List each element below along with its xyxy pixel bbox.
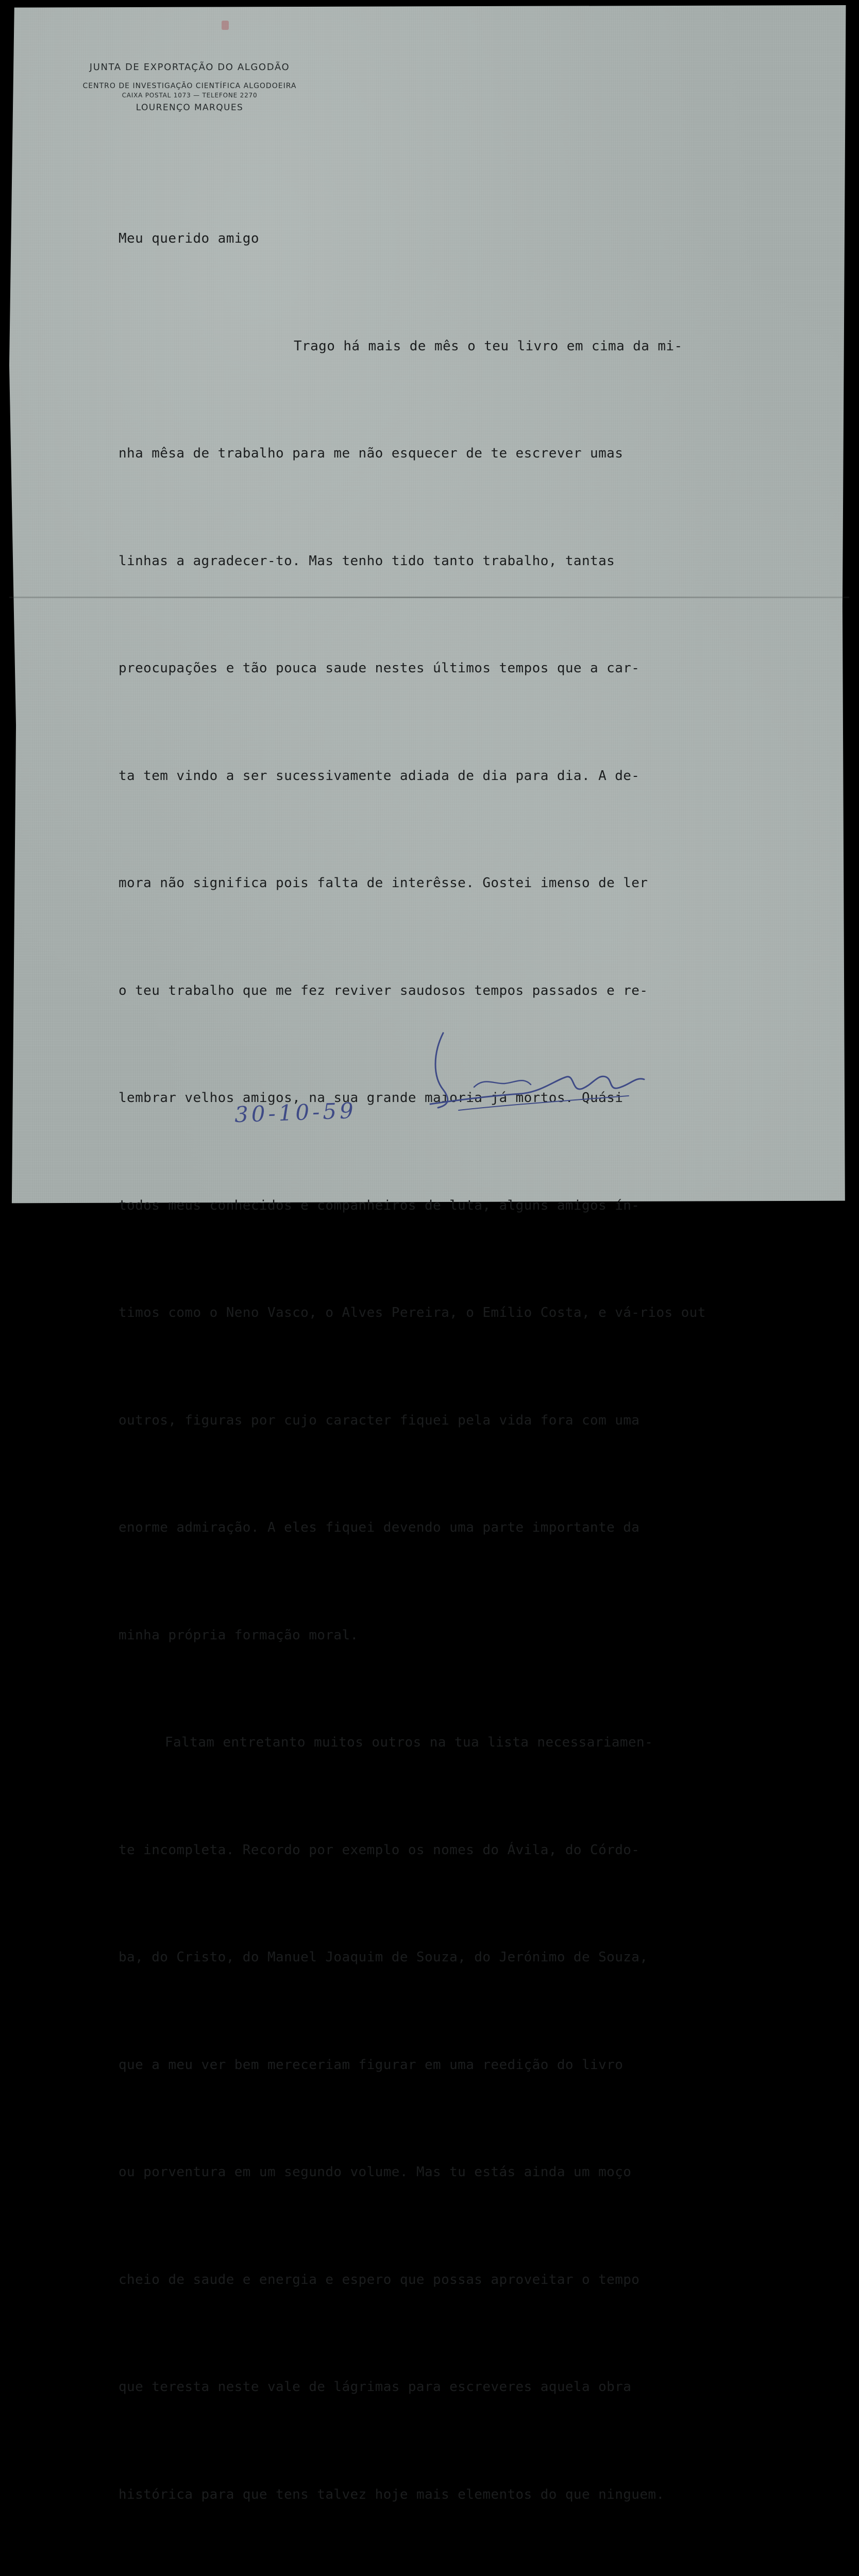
letterhead (56, 62, 324, 113)
handwritten-signature (428, 1028, 660, 1115)
letter-line: ta tem vindo a ser sucessivamente adiada de dia para dia. A de- (119, 768, 640, 784)
letter-line: nha mêsa de trabalho para me não esquecer de te escrever umas (119, 446, 624, 461)
salutation: Meu querido amigo (119, 231, 259, 246)
handwritten-date: 30-10-59 (234, 1097, 357, 1128)
letter-line: minha própria formação moral. (119, 1627, 359, 1643)
letterhead-centre: CENTRO DE INVESTIGAÇÃO CIENTÍFICA ALGODOEIRA (82, 81, 297, 90)
letter-line: Trago há mais de mês o teu livro em cima da mi- (294, 338, 683, 354)
letter-body (119, 149, 850, 2576)
letter-line: enorme admiração. A eles fiquei devendo uma parte importante da (119, 1520, 640, 1535)
red-ink-mark (222, 21, 229, 30)
letter-line: ba, do Cristo, do Manuel Joaquim de Souza, do Jerónimo de Souza, (119, 1950, 648, 1965)
letter-line: o teu trabalho que me fez reviver saudosos tempos passados e re- (119, 982, 648, 998)
letter-line: lembrar velhos amigos, na sua grande maioria já mortos. Quási (119, 1090, 624, 1106)
letter-line: outros, figuras por cujo caracter fiquei pela vida fora com uma (119, 1412, 640, 1428)
letter-line: que a meu ver bem mereceriam figurar em uma reedição do livro (119, 2057, 624, 2073)
letter-line: ou porventura em um segundo volume. Mas tu estás ainda um moço (119, 2164, 632, 2180)
letter-line: linhas a agradecer-to. Mas tenho tido tanto trabalho, tantas (119, 553, 615, 569)
letter-line: cheio de saude e energia e espero que possas aproveitar o tempo (119, 2272, 640, 2287)
letterhead-organization: JUNTA DE EXPORTAÇÃO DO ALGODÃO (89, 62, 290, 73)
letter-line: todos meus conhecidos e companheiros de luta, alguns amigos ín- (119, 1197, 640, 1213)
letter-line: histórica para que tens talvez hoje mais elementos do que ninguem. (119, 2486, 665, 2502)
letter-line: mora não significa pois falta de interêsse. Gostei imenso de ler (119, 875, 648, 891)
letterhead-city: LOURENÇO MARQUES (136, 103, 244, 113)
letterhead-postal-address: CAIXA POSTAL 1073 — TELEFONE 2270 (122, 92, 258, 99)
letter-line: preocupações e tão pouca saude nestes últimos tempos que a car- (119, 660, 640, 676)
letter-line: Faltam entretanto muitos outros na tua lista necessariamen- (165, 1735, 653, 1750)
letter-line: que teresta neste vale de lágrimas para escreveres aquela obra (119, 2379, 632, 2395)
letter-line: timos como o Neno Vasco, o Alves Pereira, o Emílio Costa, e vá-rios out (119, 1305, 706, 1320)
letter-line: te incompleta. Recordo por exemplo os nomes do Ávila, do Córdo- (119, 1842, 640, 1858)
